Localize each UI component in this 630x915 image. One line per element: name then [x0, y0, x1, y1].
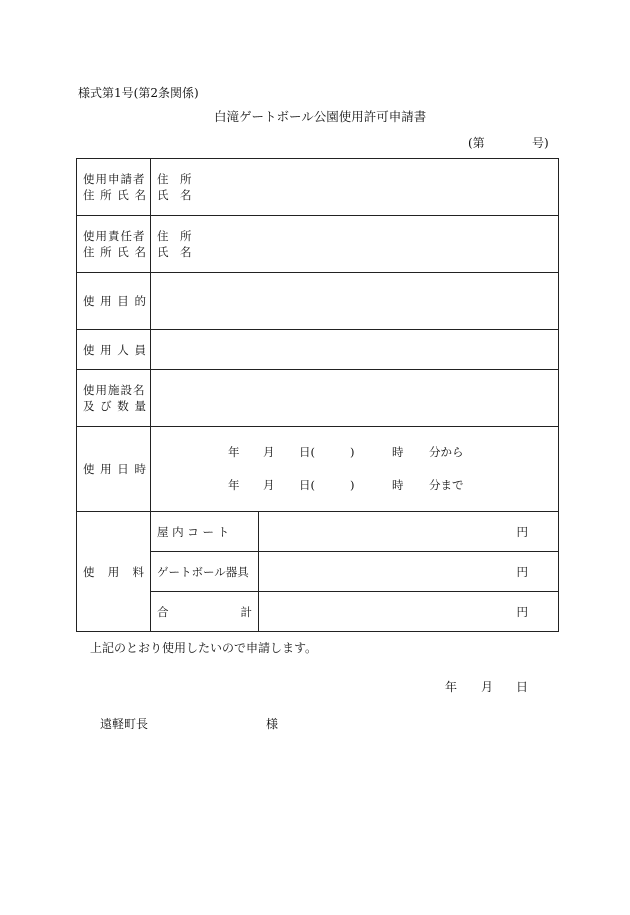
to-paren: ) — [350, 477, 355, 492]
application-statement: 上記のとおり使用したいので申請します。 — [90, 641, 318, 655]
fee-label-c: 料 — [132, 564, 144, 579]
applicant-label-line1: 使用申請者 — [83, 172, 146, 186]
to-year: 年 — [228, 477, 240, 492]
application-form-table — [76, 158, 559, 632]
fee-total-amount[interactable]: 円 — [259, 592, 559, 632]
purpose-field[interactable] — [151, 273, 559, 330]
fee-label-a: 使 — [83, 564, 95, 579]
datetime-field[interactable] — [151, 427, 559, 512]
datetime-label: 使 用 日 時 — [77, 427, 151, 512]
date-year: 年 — [445, 680, 458, 694]
from-day: 日( — [299, 444, 315, 459]
from-paren: ) — [350, 444, 355, 459]
purpose-row — [77, 273, 559, 330]
purpose-label: 使 用 目 的 — [77, 273, 151, 330]
applicant-label — [77, 159, 151, 216]
from-hour: 時 — [392, 444, 404, 459]
to-day: 日( — [299, 477, 315, 492]
applicant-address-label: 住 所 — [157, 172, 192, 186]
applicant-name-label: 氏 名 — [157, 188, 192, 202]
form-number: 様式第1号(第2条関係) — [78, 86, 199, 100]
fee-indoor-court-label: 屋 内 コ ー ト — [151, 512, 259, 552]
fee-total-b: 計 — [240, 604, 252, 619]
people-field[interactable] — [151, 330, 559, 370]
people-label: 使 用 人 員 — [77, 330, 151, 370]
fee-row-indoor — [77, 512, 559, 552]
facility-label — [77, 370, 151, 427]
from-year: 年 — [228, 444, 240, 459]
fee-label-b: 用 — [107, 564, 120, 579]
facility-field[interactable] — [151, 370, 559, 427]
responsible-row — [77, 216, 559, 273]
fee-total-a: 合 — [157, 604, 169, 619]
fee-total-label — [151, 592, 259, 632]
page-title: 白滝ゲートボール公園使用許可申請書 — [214, 109, 427, 124]
to-hour: 時 — [392, 477, 404, 492]
applicant-label-line2: 住 所 氏 名 — [83, 188, 147, 202]
addressee: 遠軽町長 — [100, 717, 149, 731]
permit-no-close: 号) — [532, 136, 549, 150]
responsible-label — [77, 216, 151, 273]
responsible-label-line1: 使用責任者 — [83, 229, 146, 243]
facility-row — [77, 370, 559, 427]
datetime-row — [77, 427, 559, 512]
responsible-field[interactable] — [151, 216, 559, 273]
fee-indoor-court-amount[interactable]: 円 — [259, 512, 559, 552]
fee-label — [77, 512, 151, 632]
date-day: 日 — [516, 680, 529, 694]
responsible-address-label: 住 所 — [157, 229, 192, 243]
from-month: 月 — [263, 444, 275, 459]
to-minute: 分まで — [429, 477, 464, 492]
facility-label-line1: 使用施設名 — [83, 383, 146, 397]
from-minute: 分から — [429, 444, 464, 459]
facility-label-line2: 及 び 数 量 — [83, 399, 147, 413]
fee-equipment-amount[interactable]: 円 — [259, 552, 559, 592]
date-month: 月 — [481, 680, 494, 694]
responsible-name-label: 氏 名 — [157, 245, 192, 259]
honorific: 様 — [266, 717, 279, 731]
datetime-from — [151, 444, 558, 462]
to-month: 月 — [263, 477, 275, 492]
datetime-to — [151, 477, 558, 495]
people-row — [77, 330, 559, 370]
applicant-row — [77, 159, 559, 216]
permit-no-open: (第 — [468, 136, 485, 150]
responsible-label-line2: 住 所 氏 名 — [83, 245, 147, 259]
applicant-field[interactable] — [151, 159, 559, 216]
fee-equipment-label: ゲートボール器具 — [151, 552, 259, 592]
